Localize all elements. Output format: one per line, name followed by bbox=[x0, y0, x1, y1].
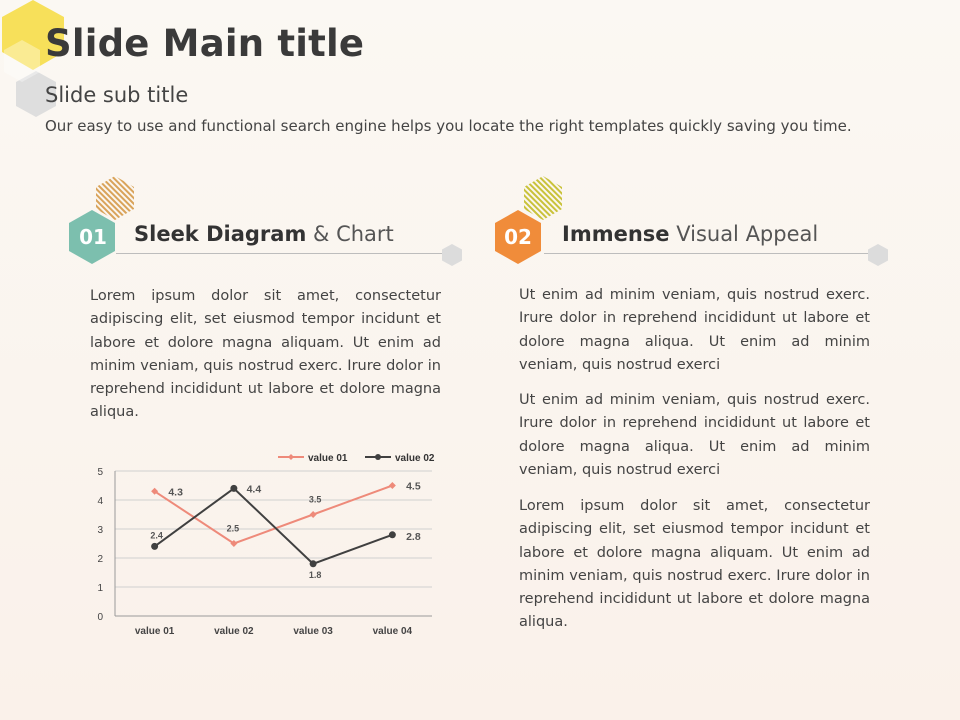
data-label: 4.5 bbox=[406, 480, 421, 493]
section-02-title bbox=[562, 222, 818, 246]
y-tick-label: 3 bbox=[97, 525, 103, 536]
section-01-divider bbox=[116, 253, 446, 254]
data-label: 4.4 bbox=[246, 483, 262, 496]
data-point bbox=[230, 485, 237, 492]
line-chart bbox=[85, 445, 455, 645]
y-tick-label: 4 bbox=[97, 496, 103, 507]
section-01-title bbox=[134, 222, 394, 246]
y-tick-label: 2 bbox=[97, 554, 103, 565]
data-point bbox=[310, 560, 317, 567]
x-tick-label: value 04 bbox=[372, 626, 413, 637]
data-label: 2.5 bbox=[226, 523, 240, 534]
y-tick-label: 1 bbox=[97, 583, 103, 594]
section-02-number: 02 bbox=[504, 225, 532, 249]
data-point bbox=[389, 482, 396, 489]
section-02-title-rest: Visual Appeal bbox=[676, 222, 819, 246]
page-subtitle: Slide sub title bbox=[45, 83, 189, 107]
section-01-paragraph: Lorem ipsum dolor sit amet, consectetur adipiscing elit, set eiusmod tempor incidunt et labore et dolore magna aliquam. Ut enim ad minim veniam, quis nostrud exerc. Irure dolor in reprehend incididunt ut labore et dolore magna aliqua. bbox=[90, 288, 441, 421]
data-label: 3.5 bbox=[308, 494, 322, 505]
small-grey-hexagon-icon bbox=[866, 243, 890, 267]
section-01-title-bold: Sleek Diagram bbox=[134, 222, 307, 246]
section-01-number: 01 bbox=[79, 225, 107, 249]
data-point bbox=[151, 543, 158, 550]
x-tick-label: value 01 bbox=[134, 626, 175, 637]
x-tick-label: value 02 bbox=[214, 626, 254, 637]
data-label: 4.3 bbox=[168, 486, 183, 499]
section-02-title-bold: Immense bbox=[562, 222, 670, 246]
series-line bbox=[155, 486, 393, 544]
section-02-paragraph-2: Ut enim ad minim veniam, quis nostrud exerc. Irure dolor in reprehend incididunt ut labore et dolore magna aliqua. Ut enim ad minim veniam, quis nostrud exerci bbox=[519, 392, 870, 478]
legend-marker bbox=[288, 454, 294, 460]
data-point bbox=[310, 511, 317, 518]
section-01-title-rest: & Chart bbox=[313, 222, 394, 246]
y-tick-label: 0 bbox=[97, 612, 103, 623]
page-title: Slide Main title bbox=[45, 22, 365, 65]
legend-label: value 02 bbox=[395, 453, 435, 464]
x-tick-label: value 03 bbox=[293, 626, 333, 637]
data-label: 2.4 bbox=[150, 530, 163, 541]
section-02-divider bbox=[544, 253, 874, 254]
legend-marker bbox=[375, 454, 381, 460]
section-02-paragraph-3: Lorem ipsum dolor sit amet, consectetur adipiscing elit, set eiusmod tempor incidunt et labore et dolore magna aliquam. Ut enim ad minim veniam, quis nostrud exerc. Irure dolor in reprehend incididunt ut labore et dolore magna aliqua. bbox=[519, 498, 870, 631]
section-02-paragraph-1: Ut enim ad minim veniam, quis nostrud exerc. Irure dolor in reprehend incididunt ut labore et dolore magna aliqua. Ut enim ad minim veniam, quis nostrud exerci bbox=[519, 287, 870, 373]
y-tick-label: 5 bbox=[97, 467, 103, 478]
small-grey-hexagon-icon bbox=[440, 243, 464, 267]
legend-label: value 01 bbox=[308, 453, 348, 464]
data-point bbox=[389, 531, 396, 538]
data-label: 1.8 bbox=[308, 569, 322, 580]
page-tagline: Our easy to use and functional search engine helps you locate the right templates quickly saving you time. bbox=[45, 117, 852, 135]
data-label: 2.8 bbox=[406, 530, 421, 543]
